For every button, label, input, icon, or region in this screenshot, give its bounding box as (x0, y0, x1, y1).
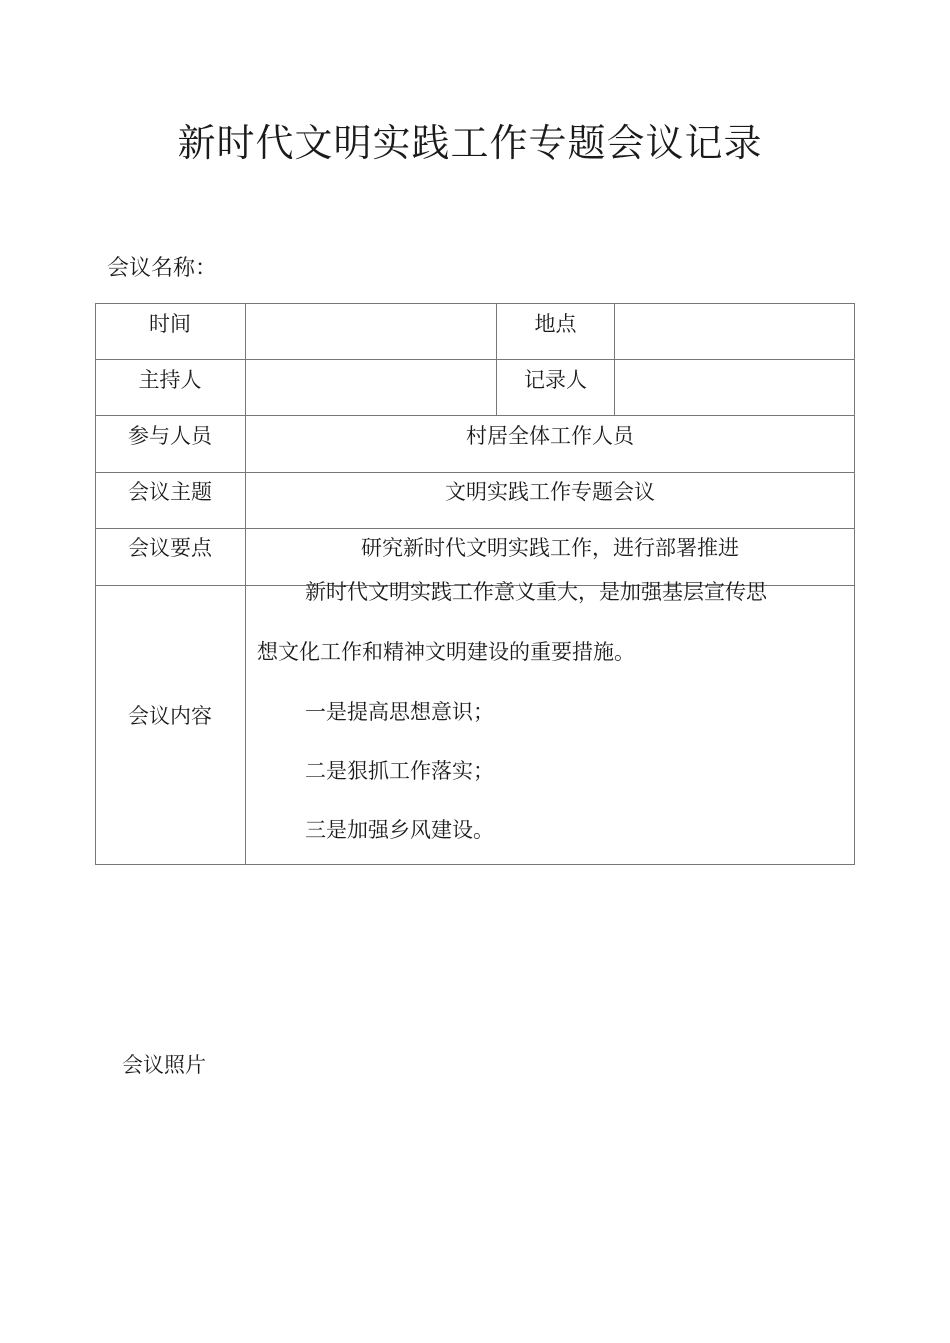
meeting-name-label: 会议名称： (107, 256, 218, 281)
row-divider (95, 472, 855, 473)
participants-label: 参与人员 (128, 424, 212, 448)
table-border-bottom (95, 864, 855, 865)
row-divider (95, 528, 855, 529)
theme-label: 会议主题 (128, 480, 212, 504)
table-border-top (95, 303, 855, 304)
table-border-right (854, 303, 855, 865)
content-line: 三是加强乡风建设。 (305, 818, 494, 842)
content-line: 二是狠抓工作落实； (305, 759, 494, 783)
participants-value: 村居全体工作人员 (466, 424, 634, 448)
row-divider (95, 415, 855, 416)
key-points-label: 会议要点 (128, 536, 212, 560)
document-title: 新时代文明实践工作专题会议记录 (177, 121, 763, 165)
key-points-value: 研究新时代文明实践工作，进行部署推进 (361, 536, 739, 560)
column-divider (614, 303, 615, 415)
recorder-label: 记录人 (524, 368, 587, 392)
content-line: 想文化工作和精神文明建设的重要措施。 (257, 640, 635, 664)
content-label: 会议内容 (128, 704, 212, 728)
theme-value: 文明实践工作专题会议 (445, 480, 655, 504)
content-line: 新时代文明实践工作意义重大，是加强基层宣传思 (305, 580, 767, 604)
time-label: 时间 (149, 312, 191, 336)
host-label: 主持人 (138, 368, 202, 392)
column-divider (245, 303, 246, 865)
meeting-photos-label: 会议照片 (122, 1053, 206, 1077)
row-divider (95, 359, 855, 360)
meeting-record-table (95, 303, 855, 865)
place-label: 地点 (534, 312, 577, 336)
content-line: 一是提高思想意识； (305, 700, 494, 724)
